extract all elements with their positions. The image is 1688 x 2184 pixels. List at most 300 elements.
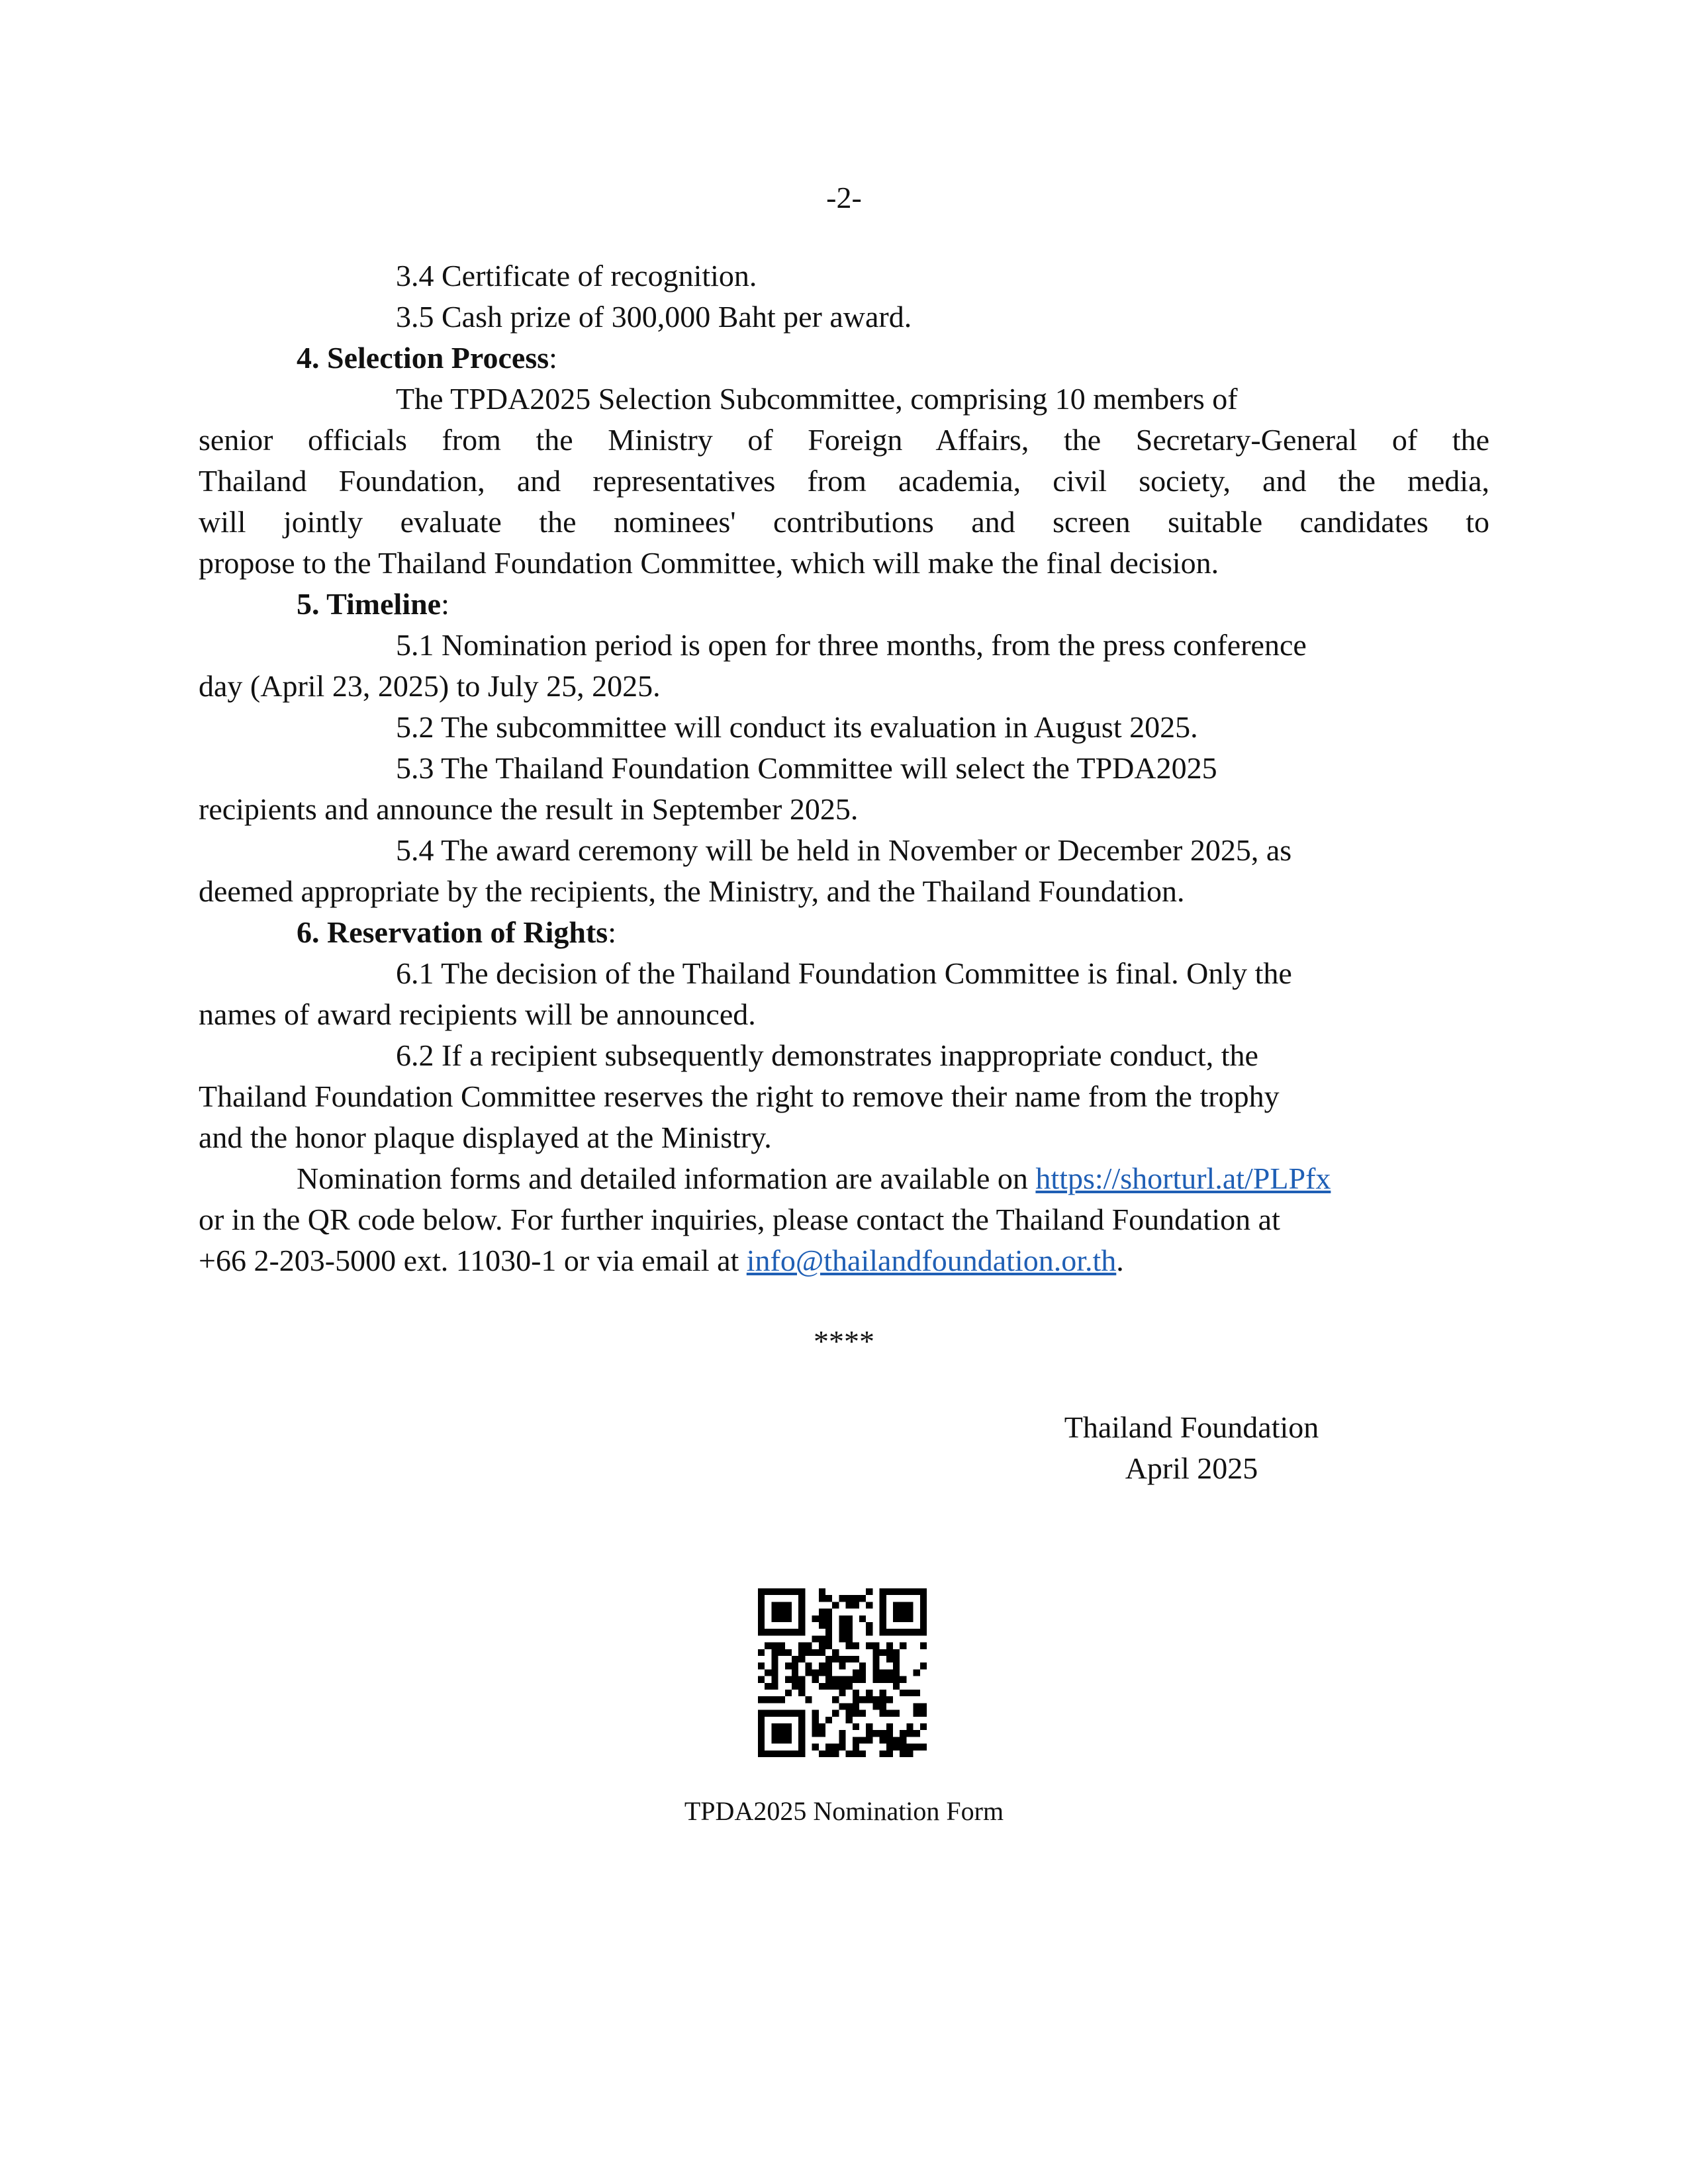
qr-module bbox=[798, 1656, 805, 1662]
qr-module bbox=[866, 1629, 872, 1635]
section-6-line-5: and the honor plaque displayed at the Ministry. bbox=[199, 1120, 772, 1154]
qr-module bbox=[819, 1609, 825, 1615]
qr-module bbox=[819, 1643, 825, 1649]
qr-module bbox=[920, 1723, 927, 1730]
qr-module bbox=[758, 1649, 765, 1656]
qr-module bbox=[846, 1676, 853, 1683]
qr-module bbox=[906, 1588, 913, 1595]
qr-module bbox=[900, 1744, 906, 1751]
qr-module bbox=[914, 1744, 920, 1751]
qr-module bbox=[832, 1649, 839, 1656]
qr-module bbox=[785, 1676, 792, 1683]
qr-module bbox=[812, 1744, 819, 1751]
qr-module bbox=[778, 1629, 785, 1635]
qr-module bbox=[812, 1649, 819, 1656]
qr-module bbox=[853, 1723, 859, 1730]
section-5-line-2: day (April 23, 2025) to July 25, 2025. bbox=[199, 669, 661, 703]
qr-module bbox=[825, 1615, 832, 1622]
qr-module bbox=[914, 1703, 920, 1709]
qr-module bbox=[825, 1622, 832, 1629]
qr-module bbox=[758, 1696, 765, 1703]
qr-module bbox=[920, 1662, 927, 1669]
qr-module bbox=[893, 1629, 900, 1635]
qr-module bbox=[914, 1710, 920, 1717]
qr-module bbox=[839, 1744, 845, 1751]
qr-module bbox=[872, 1643, 879, 1649]
qr-module bbox=[771, 1602, 778, 1608]
qr-module bbox=[872, 1703, 879, 1709]
section-4-title: 4. Selection Process bbox=[297, 341, 549, 375]
qr-module bbox=[900, 1602, 906, 1608]
qr-module bbox=[758, 1723, 765, 1730]
qr-module bbox=[886, 1751, 893, 1757]
qr-module bbox=[825, 1656, 832, 1662]
qr-module bbox=[771, 1676, 778, 1683]
qr-module bbox=[880, 1696, 886, 1703]
qr-module bbox=[832, 1710, 839, 1717]
qr-module bbox=[819, 1751, 825, 1757]
qr-module bbox=[785, 1723, 792, 1730]
qr-module bbox=[778, 1609, 785, 1615]
qr-module bbox=[880, 1751, 886, 1757]
section-5-line-6: 5.4 The award ceremony will be held in November or December 2025, as bbox=[396, 833, 1292, 867]
section-5-line-5: recipients and announce the result in September 2025. bbox=[199, 792, 859, 826]
qr-module bbox=[914, 1730, 920, 1737]
section-6-line-4: Thailand Foundation Committee reserves the right to remove their name from the trophy bbox=[199, 1079, 1280, 1113]
qr-module bbox=[893, 1669, 900, 1676]
qr-module bbox=[798, 1717, 805, 1723]
qr-module bbox=[771, 1629, 778, 1635]
section-4-heading bbox=[297, 338, 1587, 379]
qr-module bbox=[853, 1696, 859, 1703]
qr-module bbox=[778, 1615, 785, 1622]
qr-module bbox=[758, 1602, 765, 1608]
qr-module bbox=[920, 1588, 927, 1595]
qr-module bbox=[778, 1602, 785, 1608]
section-6-heading bbox=[297, 912, 1587, 953]
section-6-line-1: 6.1 The decision of the Thailand Foundation Committee is final. Only the bbox=[396, 956, 1292, 990]
item-3-5: 3.5 Cash prize of 300,000 Baht per award. bbox=[396, 300, 912, 334]
qr-module bbox=[846, 1710, 853, 1717]
qr-module bbox=[886, 1588, 893, 1595]
qr-module bbox=[771, 1662, 778, 1669]
qr-module bbox=[812, 1717, 819, 1723]
qr-module bbox=[866, 1730, 872, 1737]
qr-module bbox=[792, 1588, 798, 1595]
qr-module bbox=[846, 1635, 853, 1642]
nomination-url-link[interactable]: https://shorturl.at/PLPfx bbox=[1035, 1161, 1331, 1195]
qr-module bbox=[798, 1723, 805, 1730]
section-5-line-3: 5.2 The subcommittee will conduct its evaluation in August 2025. bbox=[396, 710, 1198, 744]
qr-module bbox=[846, 1717, 853, 1723]
qr-module bbox=[771, 1643, 778, 1649]
qr-module bbox=[853, 1669, 859, 1676]
qr-module bbox=[771, 1615, 778, 1622]
qr-module bbox=[798, 1615, 805, 1622]
qr-module bbox=[906, 1609, 913, 1615]
qr-module bbox=[771, 1609, 778, 1615]
qr-module bbox=[765, 1629, 771, 1635]
qr-module bbox=[805, 1662, 812, 1669]
qr-module bbox=[893, 1656, 900, 1662]
qr-module bbox=[819, 1635, 825, 1642]
qr-module bbox=[893, 1588, 900, 1595]
qr-module bbox=[886, 1643, 893, 1649]
qr-module bbox=[778, 1696, 785, 1703]
qr-module bbox=[765, 1696, 771, 1703]
qr-module bbox=[825, 1662, 832, 1669]
qr-module bbox=[812, 1730, 819, 1737]
qr-module bbox=[758, 1751, 765, 1757]
qr-module bbox=[920, 1744, 927, 1751]
qr-module bbox=[906, 1615, 913, 1622]
qr-module bbox=[866, 1602, 872, 1608]
qr-module bbox=[866, 1643, 872, 1649]
qr-module bbox=[839, 1629, 845, 1635]
qr-module bbox=[886, 1656, 893, 1662]
qr-module bbox=[805, 1643, 812, 1649]
qr-module bbox=[758, 1662, 765, 1669]
qr-module bbox=[792, 1710, 798, 1717]
qr-module bbox=[785, 1609, 792, 1615]
qr-module bbox=[886, 1744, 893, 1751]
qr-module bbox=[825, 1683, 832, 1690]
qr-module bbox=[886, 1737, 893, 1743]
qr-module bbox=[798, 1690, 805, 1696]
qr-caption: TPDA2025 Nomination Form bbox=[684, 1796, 1004, 1826]
qr-module bbox=[825, 1717, 832, 1723]
contact-line-3 bbox=[199, 1240, 1489, 1281]
qr-module bbox=[880, 1676, 886, 1683]
qr-module bbox=[872, 1730, 879, 1737]
qr-module bbox=[920, 1643, 927, 1649]
qr-module bbox=[839, 1730, 845, 1737]
qr-module bbox=[798, 1609, 805, 1615]
qr-module bbox=[798, 1649, 805, 1656]
qr-module bbox=[819, 1622, 825, 1629]
qr-module bbox=[900, 1730, 906, 1737]
qr-module bbox=[859, 1737, 866, 1743]
qr-module bbox=[771, 1730, 778, 1737]
qr-module bbox=[920, 1629, 927, 1635]
section-6-title: 6. Reservation of Rights bbox=[297, 915, 608, 949]
qr-module bbox=[914, 1669, 920, 1676]
qr-module bbox=[819, 1649, 825, 1656]
qr-module bbox=[900, 1690, 906, 1696]
qr-module bbox=[792, 1683, 798, 1690]
qr-module bbox=[785, 1588, 792, 1595]
qr-module bbox=[785, 1730, 792, 1737]
qr-module bbox=[880, 1669, 886, 1676]
qr-module bbox=[880, 1710, 886, 1717]
qr-module bbox=[798, 1744, 805, 1751]
qr-module bbox=[785, 1649, 792, 1656]
qr-module bbox=[839, 1622, 845, 1629]
qr-module bbox=[846, 1602, 853, 1608]
qr-module bbox=[893, 1602, 900, 1608]
qr-module bbox=[853, 1744, 859, 1751]
qr-module bbox=[859, 1696, 866, 1703]
qr-module bbox=[866, 1622, 872, 1629]
qr-module bbox=[785, 1710, 792, 1717]
qr-module bbox=[778, 1710, 785, 1717]
qr-module bbox=[839, 1662, 845, 1669]
qr-module bbox=[825, 1751, 832, 1757]
qr-module bbox=[893, 1609, 900, 1615]
qr-module bbox=[893, 1649, 900, 1656]
qr-module bbox=[778, 1751, 785, 1757]
qr-module bbox=[880, 1609, 886, 1615]
qr-module bbox=[872, 1669, 879, 1676]
qr-module bbox=[839, 1656, 845, 1662]
qr-module bbox=[859, 1710, 866, 1717]
qr-module bbox=[839, 1595, 845, 1602]
qr-module bbox=[832, 1656, 839, 1662]
qr-module bbox=[880, 1649, 886, 1656]
qr-module bbox=[846, 1643, 853, 1649]
qr-module bbox=[853, 1595, 859, 1602]
qr-module bbox=[839, 1615, 845, 1622]
qr-module bbox=[880, 1737, 886, 1743]
section-5-heading bbox=[297, 584, 1587, 625]
qr-module bbox=[839, 1737, 845, 1743]
qr-module bbox=[758, 1609, 765, 1615]
qr-module bbox=[832, 1744, 839, 1751]
qr-module bbox=[832, 1696, 839, 1703]
qr-module bbox=[886, 1696, 893, 1703]
qr-module bbox=[846, 1703, 853, 1709]
qr-module bbox=[805, 1669, 812, 1676]
section-4-line-1: The TPDA2025 Selection Subcommittee, comprising 10 members of bbox=[396, 382, 1238, 416]
section-5-line-7: deemed appropriate by the recipients, the Ministry, and the Thailand Foundation. bbox=[199, 874, 1185, 908]
qr-module bbox=[819, 1595, 825, 1602]
qr-module bbox=[798, 1730, 805, 1737]
qr-module bbox=[825, 1643, 832, 1649]
qr-module bbox=[832, 1683, 839, 1690]
qr-module bbox=[853, 1690, 859, 1696]
qr-module bbox=[825, 1744, 832, 1751]
qr-module bbox=[758, 1588, 765, 1595]
qr-module bbox=[853, 1710, 859, 1717]
qr-module bbox=[886, 1669, 893, 1676]
qr-module bbox=[819, 1588, 825, 1595]
qr-module bbox=[771, 1669, 778, 1676]
qr-module bbox=[886, 1629, 893, 1635]
qr-module bbox=[872, 1662, 879, 1669]
qr-module bbox=[893, 1710, 900, 1717]
qr-module bbox=[792, 1669, 798, 1676]
qr-module bbox=[771, 1649, 778, 1656]
qr-module bbox=[859, 1615, 866, 1622]
qr-module bbox=[839, 1635, 845, 1642]
qr-module bbox=[785, 1629, 792, 1635]
qr-module bbox=[758, 1629, 765, 1635]
qr-module bbox=[846, 1751, 853, 1757]
qr-module bbox=[825, 1609, 832, 1615]
section-6-line-2: names of award recipients will be announced. bbox=[199, 997, 756, 1031]
qr-module bbox=[880, 1622, 886, 1629]
qr-module bbox=[920, 1615, 927, 1622]
qr-module bbox=[893, 1683, 900, 1690]
qr-module bbox=[859, 1669, 866, 1676]
qr-module bbox=[880, 1629, 886, 1635]
qr-module bbox=[914, 1629, 920, 1635]
qr-module bbox=[872, 1649, 879, 1656]
qr-module bbox=[839, 1683, 845, 1690]
qr-module bbox=[900, 1737, 906, 1743]
qr-module bbox=[886, 1730, 893, 1737]
qr-module bbox=[792, 1676, 798, 1683]
qr-module bbox=[880, 1588, 886, 1595]
qr-module bbox=[825, 1595, 832, 1602]
signature-date: April 2025 bbox=[1125, 1451, 1258, 1485]
qr-module bbox=[758, 1622, 765, 1629]
qr-module bbox=[825, 1676, 832, 1683]
qr-module bbox=[785, 1615, 792, 1622]
section-4-line-4: will jointly evaluate the nominees' contributions and screen suitable candidates to bbox=[199, 505, 1489, 539]
qr-module bbox=[771, 1588, 778, 1595]
qr-module bbox=[812, 1669, 819, 1676]
qr-module bbox=[771, 1656, 778, 1662]
qr-module bbox=[846, 1595, 853, 1602]
qr-module bbox=[758, 1710, 765, 1717]
qr-module bbox=[846, 1622, 853, 1629]
item-3-4: 3.4 Certificate of recognition. bbox=[396, 259, 757, 293]
qr-module bbox=[798, 1643, 805, 1649]
section-5-line-4: 5.3 The Thailand Foundation Committee will select the TPDA2025 bbox=[396, 751, 1217, 785]
qr-module bbox=[758, 1730, 765, 1737]
qr-module bbox=[906, 1602, 913, 1608]
qr-module bbox=[853, 1751, 859, 1757]
qr-module bbox=[819, 1662, 825, 1669]
qr-module bbox=[819, 1683, 825, 1690]
qr-module bbox=[765, 1710, 771, 1717]
qr-module bbox=[792, 1656, 798, 1662]
section-6-line-3: 6.2 If a recipient subsequently demonstrates inappropriate conduct, the bbox=[396, 1038, 1258, 1072]
qr-module bbox=[798, 1683, 805, 1690]
qr-module bbox=[900, 1751, 906, 1757]
contact-line-1-text: Nomination forms and detailed information are available on bbox=[297, 1161, 1036, 1195]
qr-module bbox=[798, 1622, 805, 1629]
qr-module bbox=[798, 1602, 805, 1608]
qr-module bbox=[765, 1643, 771, 1649]
qr-module bbox=[846, 1656, 853, 1662]
section-4-colon: : bbox=[549, 341, 557, 375]
qr-module bbox=[880, 1615, 886, 1622]
contact-line-3-end: . bbox=[1116, 1244, 1124, 1277]
qr-module bbox=[798, 1737, 805, 1743]
qr-module bbox=[920, 1703, 927, 1709]
qr-module bbox=[778, 1737, 785, 1743]
qr-module bbox=[880, 1703, 886, 1709]
qr-code-image[interactable] bbox=[758, 1588, 927, 1757]
qr-module bbox=[765, 1751, 771, 1757]
qr-module bbox=[778, 1649, 785, 1656]
qr-module bbox=[812, 1723, 819, 1730]
separator: **** bbox=[814, 1324, 874, 1358]
qr-module bbox=[900, 1643, 906, 1649]
qr-module bbox=[798, 1751, 805, 1757]
qr-module bbox=[812, 1635, 819, 1642]
section-5-line-1: 5.1 Nomination period is open for three months, from the press conference bbox=[396, 628, 1307, 662]
qr-module bbox=[832, 1602, 839, 1608]
qr-module bbox=[832, 1676, 839, 1683]
contact-line-2: or in the QR code below. For further inquiries, please contact the Thailand Foundation at bbox=[199, 1203, 1280, 1236]
qr-module bbox=[792, 1662, 798, 1669]
qr-module bbox=[853, 1643, 859, 1649]
qr-module bbox=[792, 1629, 798, 1635]
qr-module bbox=[839, 1703, 845, 1709]
qr-module bbox=[785, 1737, 792, 1743]
qr-module bbox=[846, 1629, 853, 1635]
qr-module bbox=[771, 1696, 778, 1703]
qr-module bbox=[846, 1683, 853, 1690]
qr-module bbox=[832, 1751, 839, 1757]
qr-module bbox=[880, 1730, 886, 1737]
qr-module bbox=[906, 1690, 913, 1696]
qr-module bbox=[906, 1744, 913, 1751]
qr-module bbox=[805, 1696, 812, 1703]
qr-module bbox=[819, 1723, 825, 1730]
section-6-colon: : bbox=[608, 915, 616, 949]
qr-module bbox=[758, 1676, 765, 1683]
qr-module bbox=[785, 1690, 792, 1696]
qr-module bbox=[893, 1676, 900, 1683]
section-5-colon: : bbox=[441, 587, 449, 621]
signature-org: Thailand Foundation bbox=[1064, 1410, 1319, 1444]
qr-module bbox=[839, 1690, 845, 1696]
qr-module bbox=[798, 1595, 805, 1602]
qr-module bbox=[886, 1649, 893, 1656]
section-4-line-3: Thailand Foundation, and representatives from academia, civil society, and the media, bbox=[199, 464, 1489, 498]
qr-module bbox=[920, 1602, 927, 1608]
qr-module bbox=[792, 1751, 798, 1757]
qr-module bbox=[798, 1710, 805, 1717]
qr-module bbox=[778, 1730, 785, 1737]
qr-module bbox=[866, 1737, 872, 1743]
qr-module bbox=[758, 1717, 765, 1723]
qr-module bbox=[872, 1696, 879, 1703]
qr-module bbox=[846, 1615, 853, 1622]
qr-module bbox=[893, 1744, 900, 1751]
qr-module bbox=[778, 1723, 785, 1730]
qr-module bbox=[798, 1629, 805, 1635]
qr-module bbox=[853, 1703, 859, 1709]
qr-module bbox=[798, 1588, 805, 1595]
qr-module bbox=[900, 1588, 906, 1595]
qr-module bbox=[880, 1690, 886, 1696]
qr-module bbox=[906, 1723, 913, 1730]
qr-module bbox=[771, 1723, 778, 1730]
qr-module bbox=[880, 1595, 886, 1602]
qr-module bbox=[859, 1595, 866, 1602]
qr-module bbox=[886, 1676, 893, 1683]
qr-module bbox=[880, 1602, 886, 1608]
email-link[interactable]: info@thailandfoundation.or.th bbox=[746, 1244, 1117, 1277]
qr-module bbox=[872, 1676, 879, 1683]
qr-module bbox=[920, 1710, 927, 1717]
qr-module bbox=[778, 1643, 785, 1649]
qr-module bbox=[758, 1595, 765, 1602]
qr-module bbox=[872, 1656, 879, 1662]
qr-module bbox=[825, 1669, 832, 1676]
qr-module bbox=[812, 1676, 819, 1683]
qr-module bbox=[893, 1662, 900, 1669]
section-5-title: 5. Timeline bbox=[297, 587, 442, 621]
qr-module bbox=[825, 1635, 832, 1642]
qr-module bbox=[866, 1690, 872, 1696]
qr-module bbox=[778, 1588, 785, 1595]
